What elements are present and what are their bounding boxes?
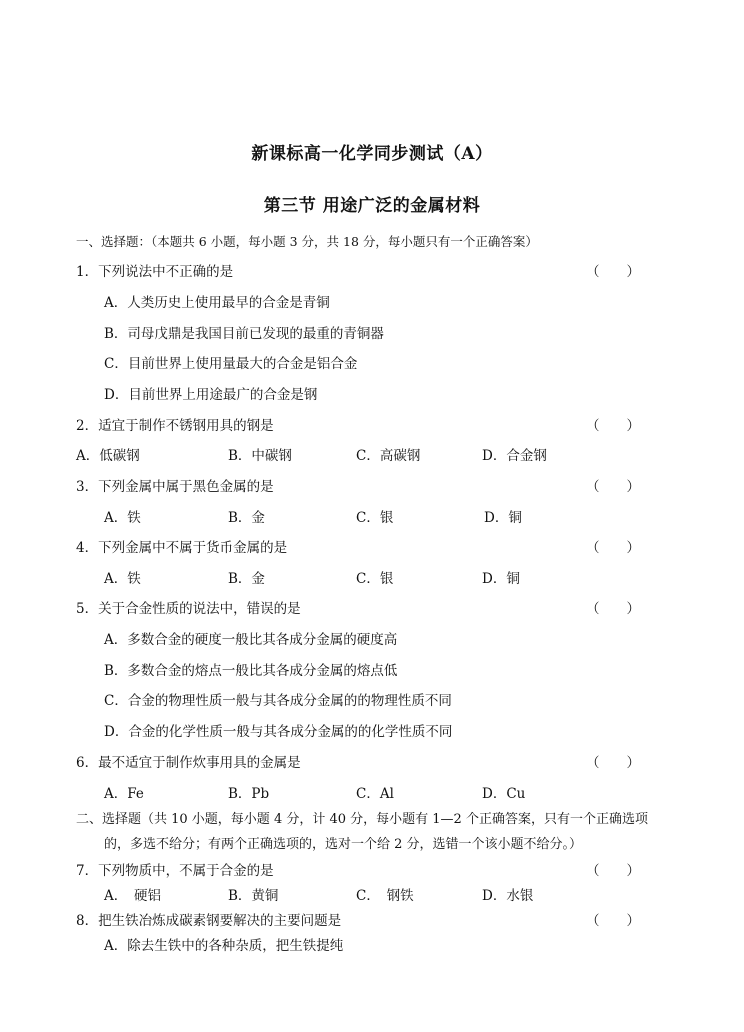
section-2-heading-line-1: 二、选择题（共 10 小题，每小题 4 分，计 40 分，每小题有 1—2 个正确答案，只有一个正确选项	[76, 812, 648, 827]
section-2-heading-line-2: 的，多选不给分；有两个正确选项的，选对一个给 2 分，选错一个该小题不给分。）	[104, 837, 583, 852]
answer-paren-5: （ ）	[586, 601, 640, 617]
question-6-option-c: C．Al	[356, 786, 394, 802]
question-4-option-c: C．银	[356, 571, 394, 587]
question-7-option-a: A． 硬铝	[104, 888, 161, 904]
answer-paren-4: （ ）	[586, 540, 640, 556]
question-7-option-b: B．黄铜	[228, 888, 279, 904]
question-4-option-d: D．铜	[482, 571, 520, 587]
question-2-option-a: A．低碳钢	[76, 448, 140, 464]
question-1-option-b: B．司母戊鼎是我国目前已发现的最重的青铜器	[104, 326, 384, 342]
answer-paren-6: （ ）	[586, 755, 640, 771]
question-7-option-d: D．水银	[482, 888, 534, 904]
question-3-option-d: D．铜	[484, 510, 522, 526]
question-2-option-b: B．中碳钢	[228, 448, 292, 464]
question-6-option-a: A．Fe	[104, 786, 144, 802]
question-7-option-c: C． 钢铁	[356, 888, 414, 904]
question-4-option-b: B．金	[228, 571, 265, 587]
question-6-option-b: B．Pb	[228, 786, 270, 802]
question-1-option-c: C．目前世界上使用量最大的合金是铝合金	[104, 356, 358, 372]
question-8-stem: 8．把生铁冶炼成碳素钢要解决的主要问题是	[76, 913, 342, 929]
question-4-option-a: A．铁	[104, 571, 141, 587]
section-1-heading: 一、选择题：（本题共 6 小题，每小题 3 分，共 18 分，每小题只有一个正确答案）	[76, 234, 538, 249]
question-1-option-a: A．人类历史上使用最早的合金是青铜	[104, 295, 330, 311]
section-subtitle: 第三节 用途广泛的金属材料	[263, 196, 481, 216]
question-2-option-d: D．合金钢	[482, 448, 547, 464]
question-3-stem: 3．下列金属中属于黑色金属的是	[76, 479, 274, 495]
question-5-option-c: C．合金的物理性质一般与其各成分金属的的物理性质不同	[104, 693, 452, 709]
question-4-stem: 4．下列金属中不属于货币金属的是	[76, 540, 288, 556]
question-3-option-c: C．银	[356, 510, 394, 526]
answer-paren-3: （ ）	[586, 479, 640, 495]
question-2-stem: 2．适宜于制作不锈钢用具的钢是	[76, 418, 274, 434]
question-3-option-b: B．金	[228, 510, 265, 526]
question-6-stem: 6．最不适宜于制作炊事用具的金属是	[76, 755, 301, 771]
question-3-option-a: A．铁	[104, 510, 141, 526]
answer-paren-1: （ ）	[586, 264, 640, 280]
question-6-option-d: D．Cu	[482, 786, 526, 802]
answer-paren-2: （ ）	[586, 418, 640, 434]
page-title: 新课标高一化学同步测试（A）	[251, 144, 493, 164]
answer-paren-7: （ ）	[586, 863, 640, 879]
question-5-option-d: D．合金的化学性质一般与其各成分金属的的化学性质不同	[104, 724, 453, 740]
question-7-stem: 7．下列物质中，不属于合金的是	[76, 863, 274, 879]
question-1-option-d: D．目前世界上用途最广的合金是钢	[104, 387, 318, 403]
question-8-option-a: A．除去生铁中的各种杂质，把生铁提纯	[104, 938, 344, 954]
question-1-stem: 1．下列说法中不正确的是	[76, 264, 234, 280]
question-5-option-a: A．多数合金的硬度一般比其各成分金属的硬度高	[104, 632, 398, 648]
question-5-option-b: B．多数合金的熔点一般比其各成分金属的熔点低	[104, 663, 398, 679]
answer-paren-8: （ ）	[586, 913, 640, 929]
question-5-stem: 5．关于合金性质的说法中，错误的是	[76, 601, 301, 617]
question-2-option-c: C．高碳钢	[356, 448, 421, 464]
